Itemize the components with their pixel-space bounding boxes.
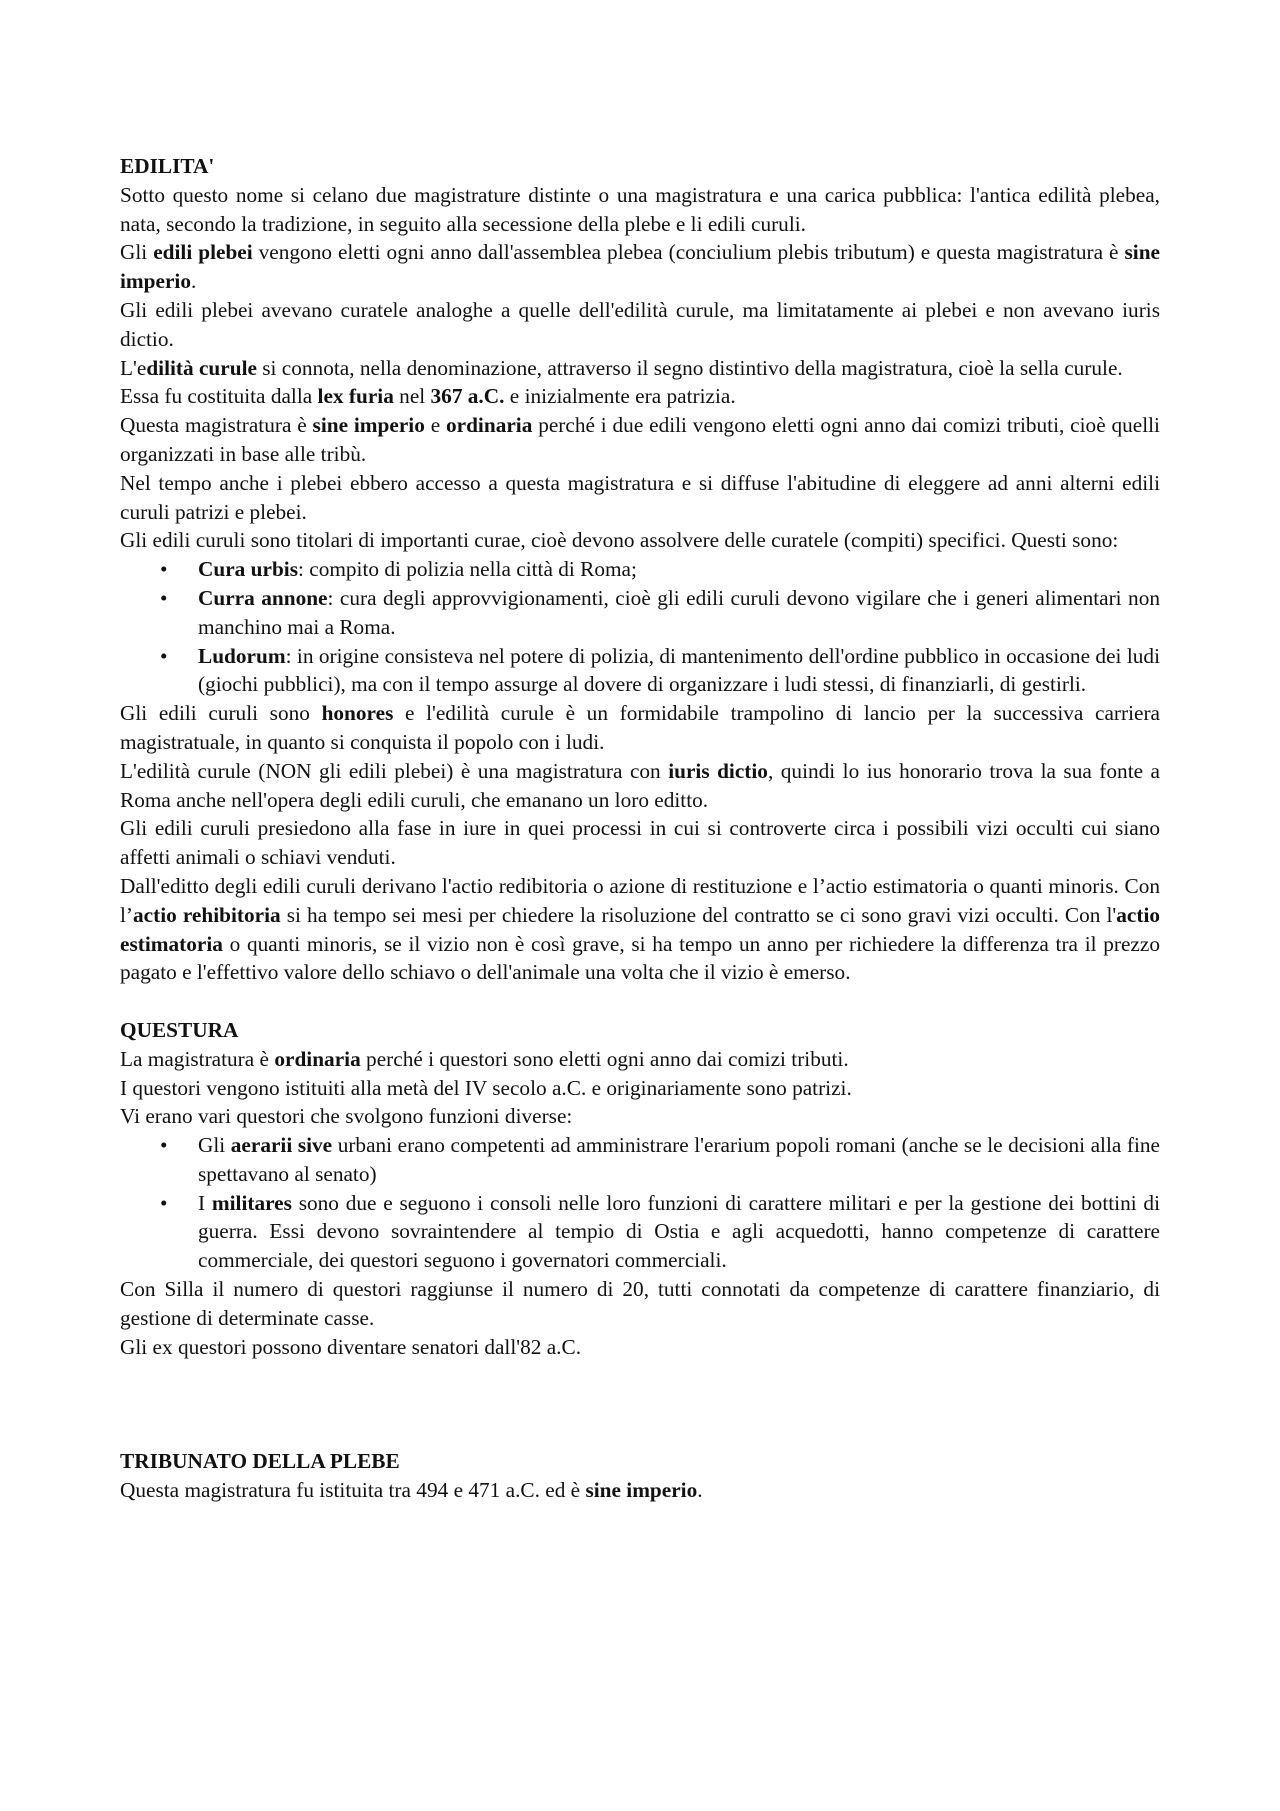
bullet-icon: • xyxy=(160,1190,168,1215)
paragraph: Gli edili plebei vengono eletti ogni anno dall'assemblea plebea (conciulium plebis tributum) e questa magistratura è sine imperio. xyxy=(120,240,1160,294)
paragraph: Gli edili curuli presiedono alla fase in iure in quei processi in cui si controverte circa i possibili vizi occulti cui siano affetti animali o schiavi venduti. xyxy=(120,816,1160,870)
paragraph: Gli edili plebei avevano curatele analoghe a quelle dell'edilità curule, ma limitatamente ai plebei e non avevano iuris dictio. xyxy=(120,297,1160,351)
list-item: • I militares sono due e seguono i consoli nelle loro funzioni di carattere militari e per la gestione dei bottini di guerra. Essi devono sovraintendere al tempio di Ostia e agli acquedotti, hanno competenze di carattere commerciale, dei questori seguono i governatori commerciali. xyxy=(160,1190,1160,1273)
spacer xyxy=(120,1361,1160,1447)
curae-list xyxy=(120,555,1160,699)
list-item: • Gli aerarii sive urbani erano competenti ad amministrare l'erarium popoli romani (anche se le decisioni alla fine spettavano al senato) xyxy=(160,1133,1160,1186)
spacer xyxy=(120,987,1160,1016)
bullet-icon: • xyxy=(160,643,168,668)
paragraph: L'edilità curule (NON gli edili plebei) è una magistratura con iuris dictio, quindi lo ius honorario trova la sua fonte a Roma anche nell'opera degli edili curuli, che emanano un loro editto. xyxy=(120,758,1160,812)
paragraph: Gli edili curuli sono honores e l'edilità curule è un formidabile trampolino di lancio per la successiva carriera magistratuale, in quanto si conquista il popolo con i ludi. xyxy=(120,701,1160,754)
paragraph: Essa fu costituita dalla lex furia nel 367 a.C. e inizialmente era patrizia. xyxy=(120,384,736,409)
document-body xyxy=(120,152,1160,1505)
section-heading-questura: QUESTURA xyxy=(120,1017,239,1042)
paragraph: L'edilità curule si connota, nella denominazione, attraverso il segno distintivo della magistratura, cioè la sella curule. xyxy=(120,355,1123,380)
paragraph: Gli edili curuli sono titolari di importanti curae, cioè devono assolvere delle curatele (compiti) specifici. Questi sono: xyxy=(120,528,1119,553)
paragraph: La magistratura è ordinaria perché i questori sono eletti ogni anno dai comizi tributi. xyxy=(120,1046,849,1071)
questori-list xyxy=(120,1131,1160,1275)
bullet-icon: • xyxy=(160,585,168,610)
paragraph: I questori vengono istituiti alla metà del IV secolo a.C. e originariamente sono patrizi. xyxy=(120,1075,852,1100)
list-item: • Ludorum: in origine consisteva nel potere di polizia, di mantenimento dell'ordine pubblico in occasione dei ludi (giochi pubblici), ma con il tempo assurge al dovere di organizzare i ludi stessi, di finanziarli, di gestirli. xyxy=(160,643,1160,697)
bullet-icon: • xyxy=(160,1133,168,1158)
paragraph: Questa magistratura è sine imperio e ordinaria perché i due edili vengono eletti ogni anno dai comizi tributi, cioè quelli organizzati in base alle tribù. xyxy=(120,413,1160,466)
paragraph: Gli ex questori possono diventare senatori dall'82 a.C. xyxy=(120,1334,582,1359)
list-item: • Curra annone: cura degli approvvigionamenti, cioè gli edili curuli devono vigilare che i generi alimentari non manchino mai a Roma. xyxy=(160,585,1160,639)
paragraph: Vi erano vari questori che svolgono funzioni diverse: xyxy=(120,1104,573,1129)
paragraph: Sotto questo nome si celano due magistrature distinte o una magistratura e una carica pubblica: l'antica edilità plebea, nata, secondo la tradizione, in seguito alla secessione della plebe e li edili curuli. xyxy=(120,182,1160,236)
bullet-icon: • xyxy=(160,557,168,582)
section-heading-tribunato: TRIBUNATO DELLA PLEBE xyxy=(120,1449,400,1474)
section-heading-edilita: EDILITA' xyxy=(120,154,215,178)
paragraph: Questa magistratura fu istituita tra 494 e 471 a.C. ed è sine imperio. xyxy=(120,1478,703,1503)
paragraph: Nel tempo anche i plebei ebbero accesso a questa magistratura e si diffuse l'abitudine di eleggere ad anni alterni edili curuli patrizi e plebei. xyxy=(120,470,1160,524)
list-item: • Cura urbis: compito di polizia nella città di Roma; xyxy=(120,555,1160,584)
paragraph: Dall'editto degli edili curuli derivano l'actio redibitoria o azione di restituzione e l’actio estimatoria o quanti minoris. Con l’actio rehibitoria si ha tempo sei mesi per chiedere la risoluzione del contratto se ci sono gravi vizi occulti. Con l'actio estimatoria o quanti minoris, se il vizio non è così grave, si ha tempo un anno per richiedere la differenza tra il prezzo pagato e l'effettivo valore dello schiavo o dell'animale una volta che il vizio è emerso. xyxy=(120,873,1161,985)
paragraph: Con Silla il numero di questori raggiunse il numero di 20, tutti connotati da competenze di carattere finanziario, di gestione di determinate casse. xyxy=(120,1277,1160,1330)
